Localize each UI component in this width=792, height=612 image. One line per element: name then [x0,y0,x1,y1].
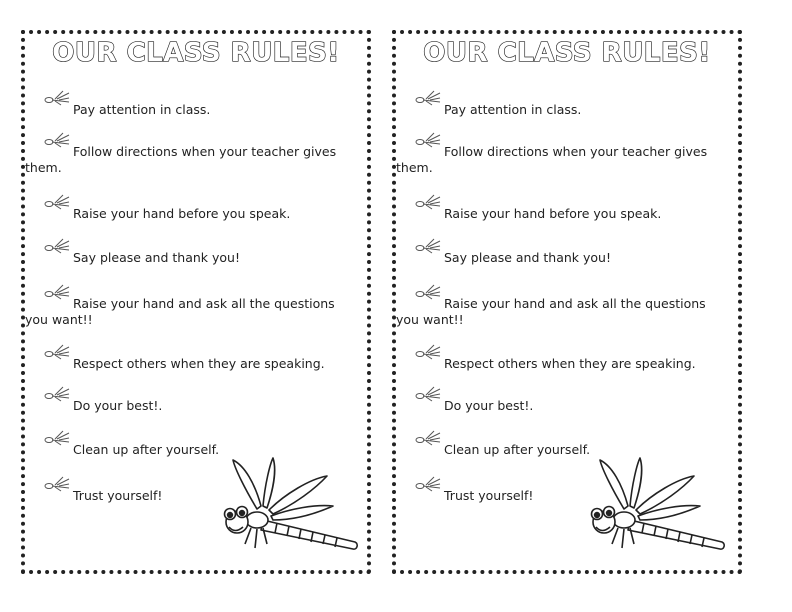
small-dragonfly-icon [39,88,75,106]
small-dragonfly-icon [39,474,75,492]
dragonfly-illustration [215,454,365,564]
small-dragonfly-icon [410,130,446,148]
small-dragonfly-icon [39,236,75,254]
rule-item: Clean up after yourself. [396,442,732,458]
rule-item: Raise your hand and ask all the questions you want!! [396,296,732,328]
rule-item: Follow directions when your teacher gives them. [25,144,361,176]
rule-item: Do your best!. [396,398,732,414]
small-dragonfly-icon [410,342,446,360]
rule-item: Clean up after yourself. [25,442,361,458]
rule-item: Respect others when they are speaking. [25,356,361,372]
small-dragonfly-icon [39,192,75,210]
small-dragonfly-icon [39,282,75,300]
page-title: OUR CLASS RULES! [423,38,711,68]
small-dragonfly-icon [410,474,446,492]
rule-item: Follow directions when your teacher gives them. [396,144,732,176]
small-dragonfly-icon [39,130,75,148]
rule-item: Say please and thank you! [25,250,361,266]
rules-card-right [392,30,742,574]
rule-item: Raise your hand and ask all the questions you want!! [25,296,361,328]
small-dragonfly-icon [39,342,75,360]
small-dragonfly-icon [410,88,446,106]
small-dragonfly-icon [39,428,75,446]
dragonfly-illustration [582,454,732,564]
rule-item: Respect others when they are speaking. [396,356,732,372]
small-dragonfly-icon [410,428,446,446]
rules-card-left [21,30,371,574]
rule-item: Pay attention in class. [25,102,361,118]
small-dragonfly-icon [410,384,446,402]
small-dragonfly-icon [410,282,446,300]
page-title: OUR CLASS RULES! [52,38,340,68]
small-dragonfly-icon [410,236,446,254]
rule-item: Pay attention in class. [396,102,732,118]
rule-item: Raise your hand before you speak. [25,206,361,222]
rule-item: Raise your hand before you speak. [396,206,732,222]
small-dragonfly-icon [410,192,446,210]
small-dragonfly-icon [39,384,75,402]
rule-item: Do your best!. [25,398,361,414]
rule-item: Trust yourself! [25,488,197,504]
rule-item: Trust yourself! [396,488,568,504]
rule-item: Say please and thank you! [396,250,732,266]
